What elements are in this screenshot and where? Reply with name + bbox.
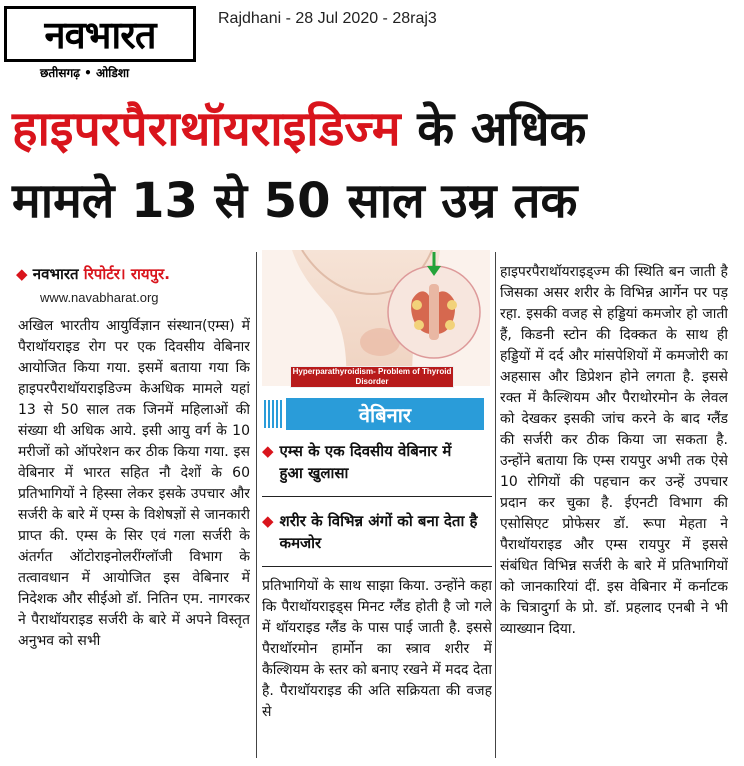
- highlight-divider: [262, 566, 492, 567]
- article-column-2: प्रतिभागियों के साथ साझा किया. उन्होंने कहा कि पैराथॉयराइड्स मिनट ग्लैंड होती है जो गले में थॉयराइड ग्लैंड के पास पाई जाती है. इससे पैराथॉरमोन हार्मोन का स्त्राव शरीर में कैल्शियम के स्तर को बनाए रखने में मदद देता है. पैराथॉयराइड की अति सक्रियता की वजह से: [262, 578, 492, 720]
- highlight-text: एम्स के एक दिवसीय वेबिनार में हुआ खुलासा: [279, 442, 452, 482]
- headline-line-2: मामले 13 से 50 साल उम्र तक: [12, 173, 578, 229]
- byline: [16, 264, 170, 284]
- highlight-text: शरीर के विभिन्न अंगों को बना देता है कमजोर: [279, 512, 478, 552]
- website-link: www.navabharat.org: [40, 290, 159, 305]
- decorative-dashes: [264, 400, 284, 428]
- logo-subtitle: छतीसगढ़ • ओडिशा: [40, 66, 130, 80]
- headline-line-1: [12, 98, 732, 160]
- highlight-item-1: [262, 440, 492, 484]
- highlight-divider: [262, 496, 492, 497]
- byline-source: नवभारत: [32, 265, 79, 283]
- edition-info: Rajdhani - 28 Jul 2020 - 28raj3: [218, 10, 437, 27]
- column-divider-1: [256, 252, 257, 758]
- article-column-1: अखिल भारतीय आयुर्विज्ञान संस्थान(एम्स) में पैराथॉयराइड रोग पर एक दिवसीय वेबिनार आयोजित किया गया. इसमें बताया गया कि हाइपरपैराथॉयराइडिज्म केअधिक मामले यहां 13 से 50 साल तक जिनमें महिलाओं की संख्या थी अधिक आये. इसी आयु वर्ग के 10 मरीजों को ऑपरेशन कर ठीक किया गया. इस वेबिनार में भारत सहित नौ देशों के 60 प्रतिभागियों ने हिस्सा लेकर इसके उपचार और सर्जरी के बारे में एम्स के विशेषज्ञों से जानकारी प्राप्त की. एम्स के सिर एवं गला सर्जरी के अंतर्गत ऑटोराइनोलरींग्लॉजी विभाग के तत्वावधान में आयोजित इस वेबिनार में निदेशक और सीईओ डॉ. नितिन एम. नागरकर ने पैराथॉयराइड सर्जरी के बारे में अपने विस्तृत अनुभव को सभी: [18, 318, 250, 649]
- headline-red-part: हाइपरपैराथॉयराइडिज्म: [12, 101, 401, 157]
- diamond-icon: ◆: [16, 265, 28, 283]
- webinar-tag: वेबिनार: [286, 398, 484, 430]
- logo-text: नवभारत: [44, 13, 156, 57]
- diamond-icon: ◆: [262, 442, 274, 460]
- column-divider-2: [495, 252, 496, 758]
- byline-city: । रायपुर.: [119, 265, 170, 283]
- photo-caption: Hyperparathyroidism- Problem of Thyroid Disorder: [290, 366, 454, 388]
- diamond-icon: ◆: [262, 512, 274, 530]
- newspaper-logo: [4, 6, 196, 62]
- byline-reporter: रिपोर्टर: [78, 265, 120, 283]
- headline-black-part: के अधिक: [417, 101, 587, 157]
- highlight-item-2: [262, 510, 492, 554]
- article-column-3: हाइपरपैराथॉयराइड्ज्म की स्थिति बन जाती है जिसका असर शरीर के विभिन्न आर्गेन पर पड़ रहा. इसकी वजह से हड्डियां कमजोर हो जाती हैं, किडनी स्टोन की दिक्कत के साथ ही हड्डियों में दर्द और मांसपेशियों में कमजोरी का अहसास और डिप्रेशन होने लगता है. इससे रक्त में कैल्शियम और पैराथोरमोन के लेवल को देखकर इसकी जांच करने के बाद ग्लैंड की सर्जरी कर ठीक किया जा सकता है. उन्होंने बताया कि एम्स रायपुर अभी तक ऐसे 10 रोगियों की पहचान कर उन्हें उपचार प्रदान कर चुका है. ईएनटी विभाग की एसोसिएट प्रोफेसर डॉ. रूपा मेहता ने पैराथॉयराइड और एम्स रायपुर में इससे संबंधित विभिन्न सर्जरी के बारे में प्रतिभागियों को जानकारियां दीं. इस वेबिनार में कर्नाटक के चित्रादुर्गा के प्रो. डॉ. प्रहलाद एनबी ने भी व्याख्यान दिया.: [500, 264, 728, 637]
- masthead: [0, 0, 744, 92]
